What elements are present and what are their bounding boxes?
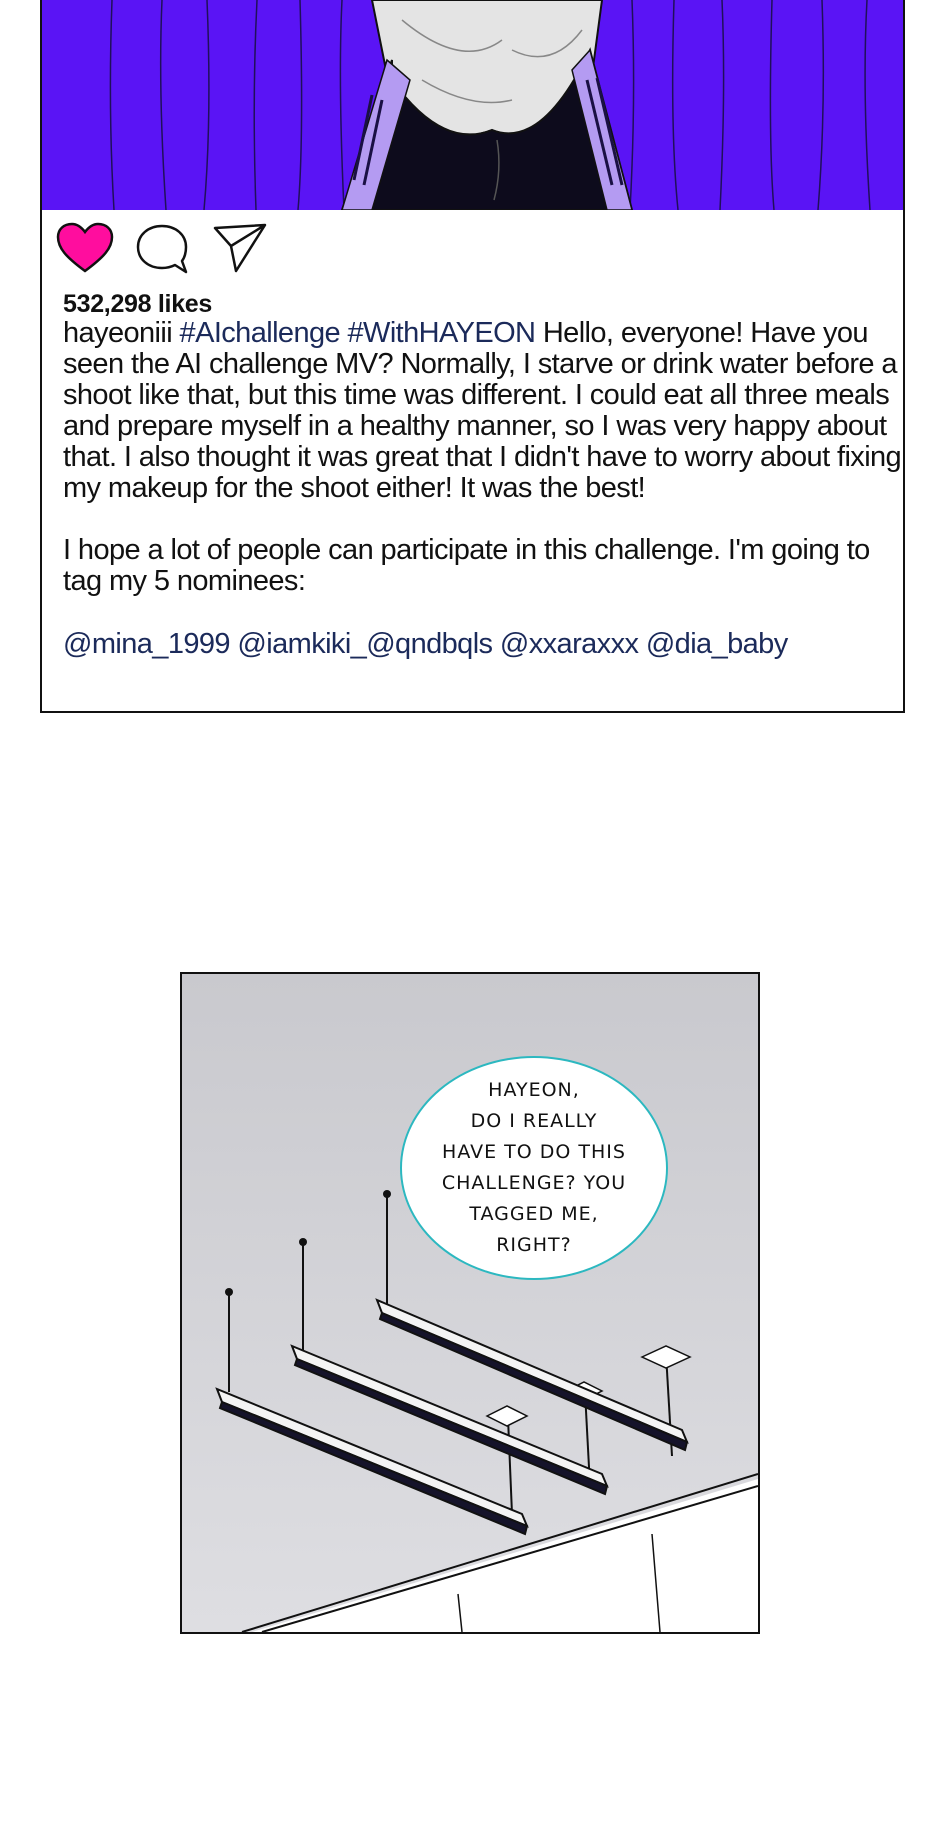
like-count: 532,298 likes [63,290,213,318]
hashtag-withhayeon[interactable]: #WithHAYEON [347,317,536,349]
post-caption [63,318,903,597]
mention-xxaraxxx[interactable]: @xxaraxxx [499,628,639,660]
caption-paragraph-2: I hope a lot of people can participate in this challenge. I'm going to tag my 5 nominees: [63,534,870,597]
post-photo [42,0,903,210]
hashtag-aichallenge[interactable]: #AIchallenge [179,317,341,349]
ceiling-scene-panel [180,972,760,1634]
send-icon[interactable] [212,222,268,274]
mention-dia-baby[interactable]: @dia_baby [645,628,788,660]
mention-list [63,628,788,661]
caption-body: Hello, everyone! Have you seen the AI challenge MV? Normally, I starve or drink water before a shoot like that, but this time was different. I could eat all three meals and prepare myself in a healthy manner, so I was very happy about that. I also thought it was great that I didn't have to worry about fixing my makeup for the shoot either! It was the best! [63,317,902,504]
heart-icon[interactable] [56,222,114,274]
mention-mina[interactable]: @mina_1999 [63,628,230,660]
comment-icon[interactable] [134,222,190,276]
mention-qndbqls[interactable]: @qndbqls [366,628,493,660]
speech-text: HAYEON, DO I REALLY HAVE TO DO THIS CHALLENGE? YOU TAGGED ME, RIGHT? [441,1079,627,1256]
post-username[interactable]: hayeoniii [63,317,173,349]
speech-bubble [400,1056,668,1280]
post-action-bar [56,222,356,278]
mention-iamkiki[interactable]: @iamkiki_ [237,628,367,660]
social-post [40,0,905,713]
caption-paragraph-1 [63,318,903,504]
